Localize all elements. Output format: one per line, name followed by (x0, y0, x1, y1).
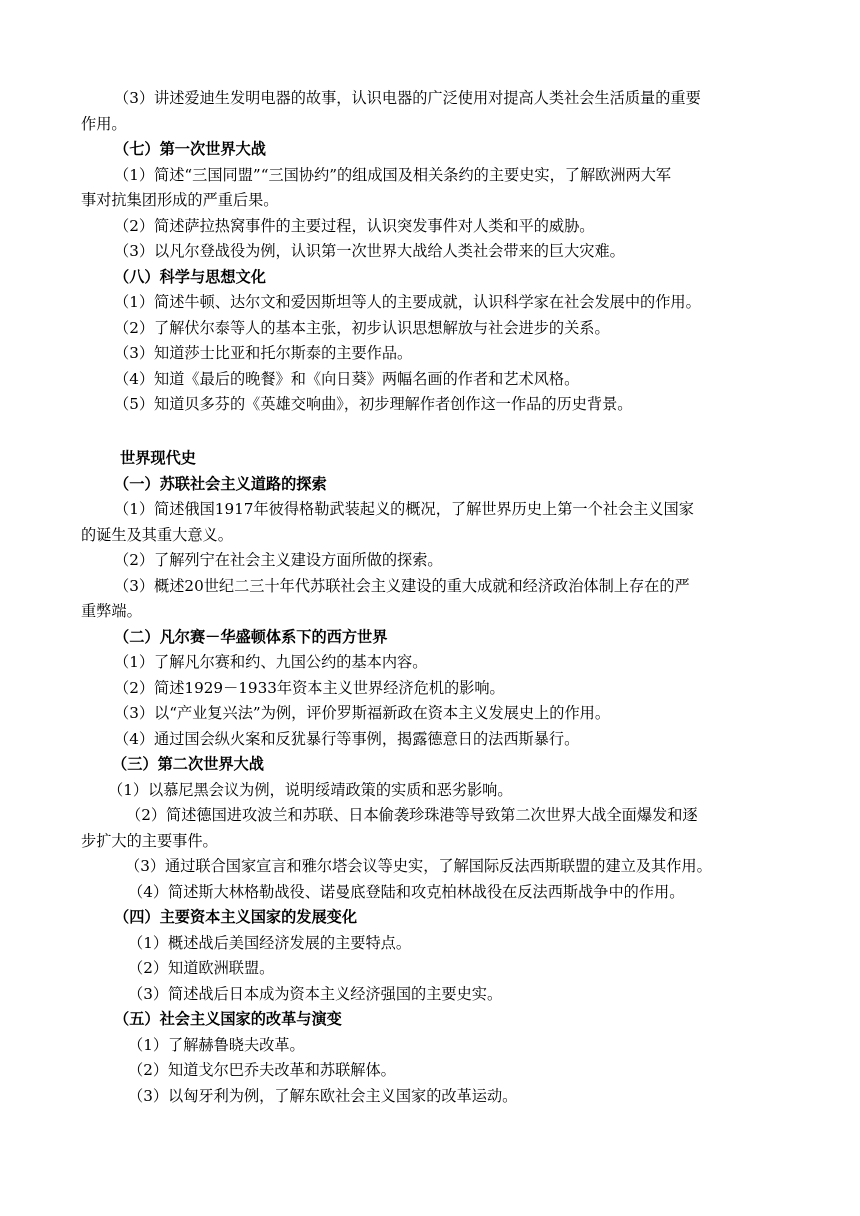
text-line: （3）知道莎士比亚和托尔斯泰的主要作品。 (114, 344, 413, 362)
section-heading: （七）第一次世界大战 (114, 140, 266, 158)
text-line: （2）简述萨拉热窝事件的主要过程，认识突发事件对人类和平的威胁。 (114, 217, 595, 235)
text-line: （3）简述战后日本成为资本主义经济强国的主要史实。 (128, 985, 503, 1003)
text-line: （2）知道欧洲联盟。 (128, 959, 275, 977)
text-line: （1）简述俄国1917年彼得格勒武装起义的概况，了解世界历史上第一个社会主义国家 (114, 500, 694, 518)
text-line: （4）知道《最后的晚餐》和《向日葵》两幅名画的作者和艺术风格。 (114, 370, 580, 388)
section-heading: （一）苏联社会主义道路的探索 (114, 475, 327, 493)
text-line: 事对抗集团形成的严重后果。 (81, 191, 279, 209)
text-line: （1）简述“三国同盟”“三国协约”的组成国及相关条约的主要史实，了解欧洲两大军 (114, 166, 672, 184)
text-line: （1）简述牛顿、达尔文和爱因斯坦等人的主要成就，认识科学家在社会发展中的作用。 (114, 293, 701, 311)
section-heading: （八）科学与思想文化 (114, 268, 266, 286)
text-line: 作用。 (81, 115, 127, 133)
section-heading: （四）主要资本主义国家的发展变化 (114, 908, 357, 926)
text-line: （2）知道戈尔巴乔夫改革和苏联解体。 (128, 1061, 396, 1079)
text-line: 的诞生及其重大意义。 (81, 526, 233, 544)
section-heading: （二）凡尔赛－华盛顿体系下的西方世界 (114, 628, 388, 646)
text-line: （1）概述战后美国经济发展的主要特点。 (128, 934, 412, 952)
text-line: （3）以凡尔登战役为例，认识第一次世界大战给人类社会带来的巨大灾难。 (114, 242, 625, 260)
section-heading: （五）社会主义国家的改革与演变 (114, 1010, 342, 1028)
part-heading: 世界现代史 (120, 449, 196, 467)
text-line: （2）了解列宁在社会主义建设方面所做的探索。 (114, 551, 443, 569)
text-line: （3）以“产业复兴法”为例，评价罗斯福新政在资本主义发展史上的作用。 (114, 704, 611, 722)
text-line: （4）简述斯大林格勒战役、诺曼底登陆和攻克柏林战役在反法西斯战争中的作用。 (128, 883, 685, 901)
text-line: （1）了解赫鲁晓夫改革。 (128, 1036, 305, 1054)
text-line: （1）了解凡尔赛和约、九国公约的基本内容。 (114, 653, 428, 671)
text-line: （3）通过联合国家宣言和雅尔塔会议等史实，了解国际反法西斯联盟的建立及其作用。 (125, 857, 712, 875)
text-line: （3）以匈牙利为例，了解东欧社会主义国家的改革运动。 (128, 1087, 518, 1105)
text-line: （5）知道贝多芬的《英雄交响曲》，初步理解作者创作这一作品的历史背景。 (114, 395, 633, 413)
text-line: （3）讲述爱迪生发明电器的故事，认识电器的广泛使用对提高人类社会生活质量的重要 (114, 89, 701, 107)
text-line: （2）简述德国进攻波兰和苏联、日本偷袭珍珠港等导致第二次世界大战全面爆发和逐 (126, 806, 698, 824)
text-line: （2）了解伏尔泰等人的基本主张，初步认识思想解放与社会进步的关系。 (114, 319, 610, 337)
section-heading: （三）第二次世界大战 (112, 755, 264, 773)
text-line: （2）简述1929－1933年资本主义世界经济危机的影响。 (114, 679, 505, 697)
text-line: （3）概述20世纪二三十年代苏联社会主义建设的重大成就和经济政治体制上存在的严 (114, 577, 690, 595)
text-line: 重弊端。 (81, 602, 142, 620)
text-line: （1）以慕尼黑会议为例，说明绥靖政策的实质和恶劣影响。 (108, 781, 513, 799)
text-line: （4）通过国会纵火案和反犹暴行等事例，揭露德意日的法西斯暴行。 (114, 730, 580, 748)
text-line: 步扩大的主要事件。 (81, 832, 218, 850)
